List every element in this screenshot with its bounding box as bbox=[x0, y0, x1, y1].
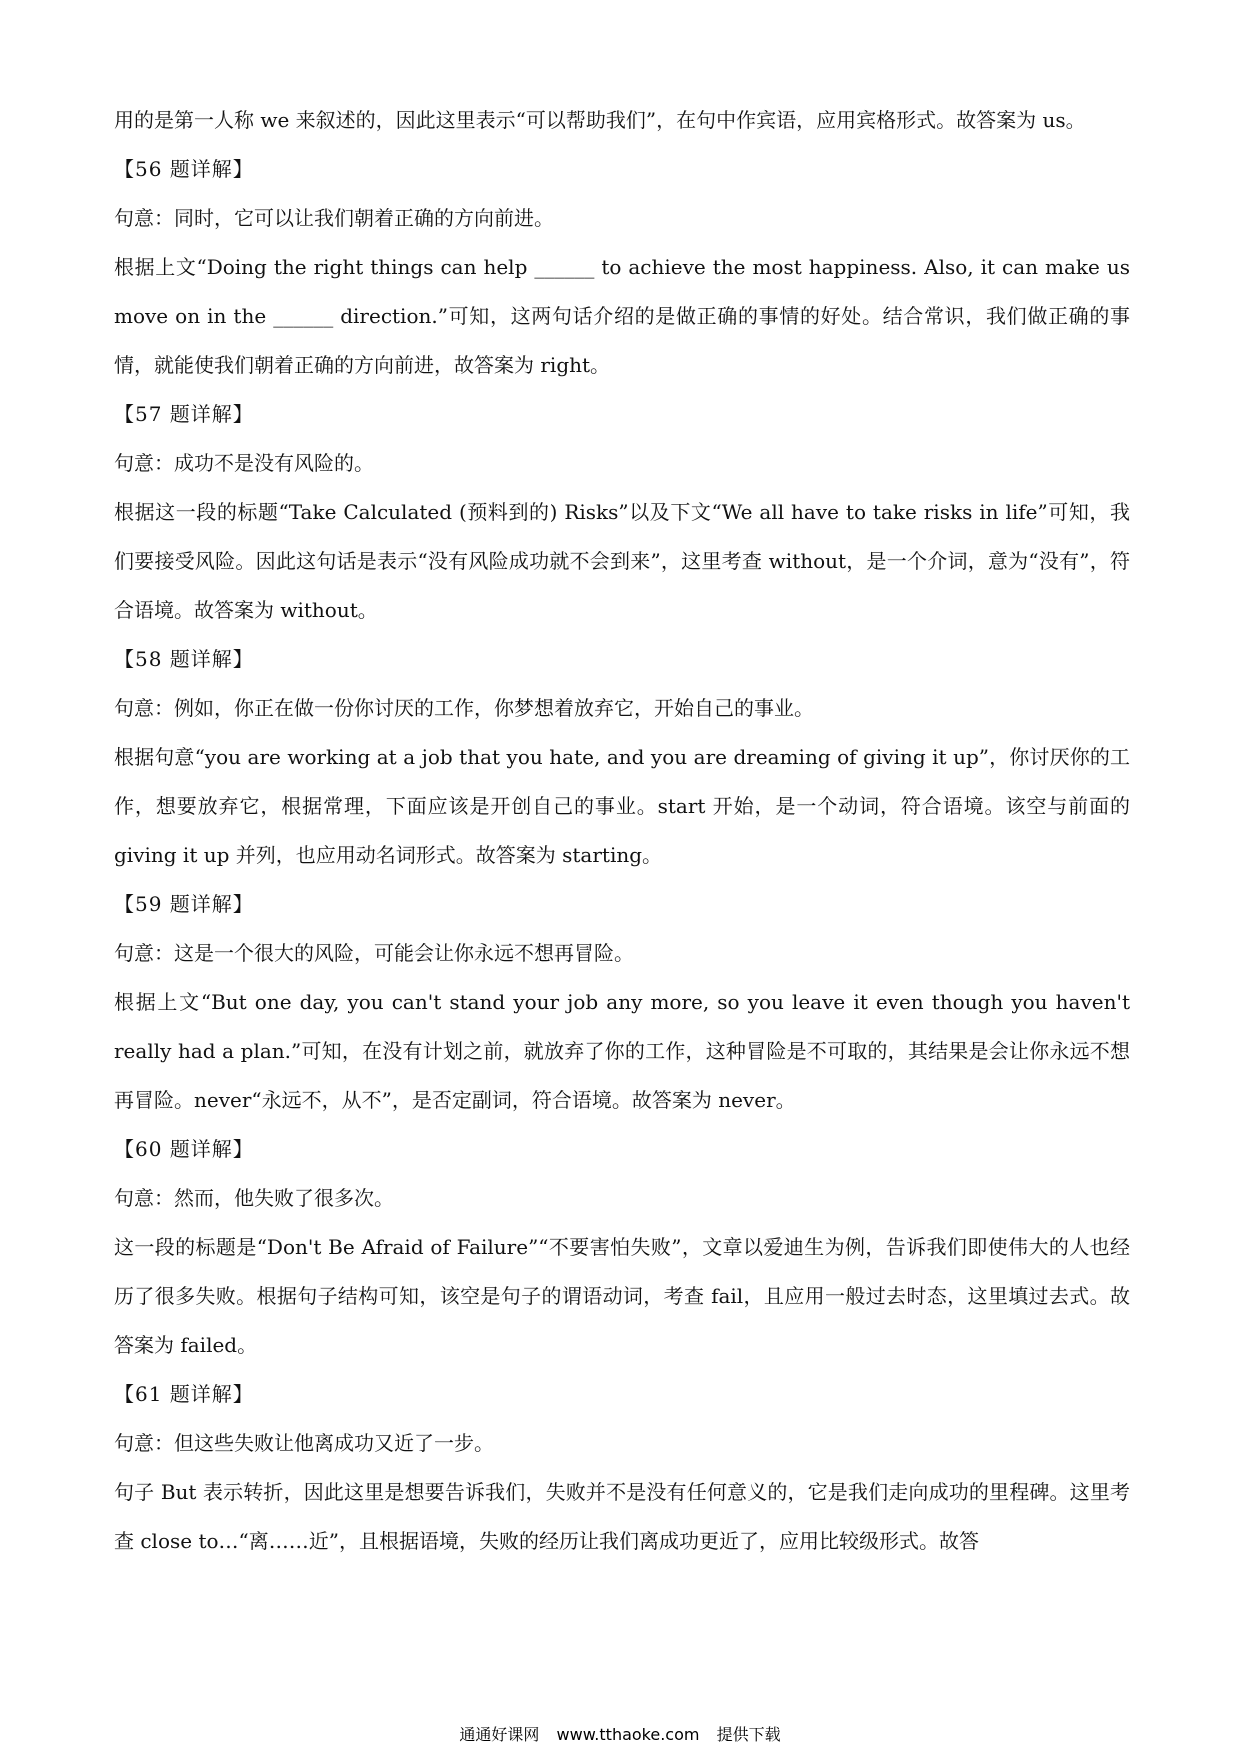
footer-site-name: 通通好课网 bbox=[459, 1725, 540, 1744]
document-body bbox=[114, 96, 1130, 1566]
paragraph: 根据上文“But one day, you can't stand your job any more, so you leave it even though you haven't really had a plan.”可知，在没有计划之前，就放弃了你的工作，这种冒险是不可取的，其结果是会让你永远不想再冒险。never“永远不，从不”，是否定副词，符合语境。故答案为 never。 bbox=[114, 990, 1130, 1112]
paragraph: 句意：然而，他失败了很多次。 bbox=[114, 1186, 394, 1210]
paragraph: 句意：但这些失败让他离成功又近了一步。 bbox=[114, 1431, 494, 1455]
footer-url[interactable]: www.tthaoke.com bbox=[556, 1725, 700, 1744]
question-heading-56: 【56 题详解】 bbox=[114, 157, 254, 181]
footer-note: 提供下载 bbox=[716, 1725, 781, 1744]
paragraph: 句意：例如，你正在做一份你讨厌的工作，你梦想着放弃它，开始自己的事业。 bbox=[114, 696, 814, 720]
question-heading-59: 【59 题详解】 bbox=[114, 892, 254, 916]
paragraph: 句意：成功不是没有风险的。 bbox=[114, 451, 374, 475]
paragraph: 根据上文“Doing the right things can help ______ to achieve the most happiness. Also, it can make us move on in the ______ direction.”可知，这两句话介绍的是做正确的事情的好处。结合常识，我们做正确的事情，就能使我们朝着正确的方向前进，故答案为 right。 bbox=[114, 255, 1130, 377]
paragraph: 根据句意“you are working at a job that you hate, and you are dreaming of giving it up”，你讨厌你的工作，想要放弃它，根据常理，下面应该是开创自己的事业。start 开始，是一个动词，符合语境。该空与前面的 giving it up 并列，也应用动名词形式。故答案为 starting。 bbox=[114, 745, 1130, 867]
paragraph: 根据这一段的标题“Take Calculated (预料到的) Risks”以及下文“We all have to take risks in life”可知，我们要接受风险。因此这句话是表示“没有风险成功就不会到来”，这里考查 without，是一个介词，意为“没有”，符合语境。故答案为 without。 bbox=[114, 500, 1130, 622]
question-heading-61: 【61 题详解】 bbox=[114, 1382, 254, 1406]
paragraph: 这一段的标题是“Don't Be Afraid of Failure”“不要害怕失败”，文章以爱迪生为例，告诉我们即使伟大的人也经历了很多失败。根据句子结构可知，该空是句子的谓语动词，考查 fail，且应用一般过去时态，这里填过去式。故答案为 failed。 bbox=[114, 1235, 1130, 1357]
paragraph: 句子 But 表示转折，因此这里是想要告诉我们，失败并不是没有任何意义的，它是我们走向成功的里程碑。这里考查 close to…“离……近”，且根据语境，失败的经历让我们离成功更近了，应用比较级形式。故答 bbox=[114, 1480, 1130, 1553]
paragraph: 用的是第一人称 we 来叙述的，因此这里表示“可以帮助我们”，在句中作宾语，应用宾格形式。故答案为 us。 bbox=[114, 108, 1086, 132]
question-heading-58: 【58 题详解】 bbox=[114, 647, 254, 671]
paragraph: 句意：这是一个很大的风险，可能会让你永远不想再冒险。 bbox=[114, 941, 634, 965]
page-footer bbox=[0, 1722, 1240, 1745]
paragraph: 句意：同时，它可以让我们朝着正确的方向前进。 bbox=[114, 206, 554, 230]
question-heading-60: 【60 题详解】 bbox=[114, 1137, 254, 1161]
question-heading-57: 【57 题详解】 bbox=[114, 402, 254, 426]
